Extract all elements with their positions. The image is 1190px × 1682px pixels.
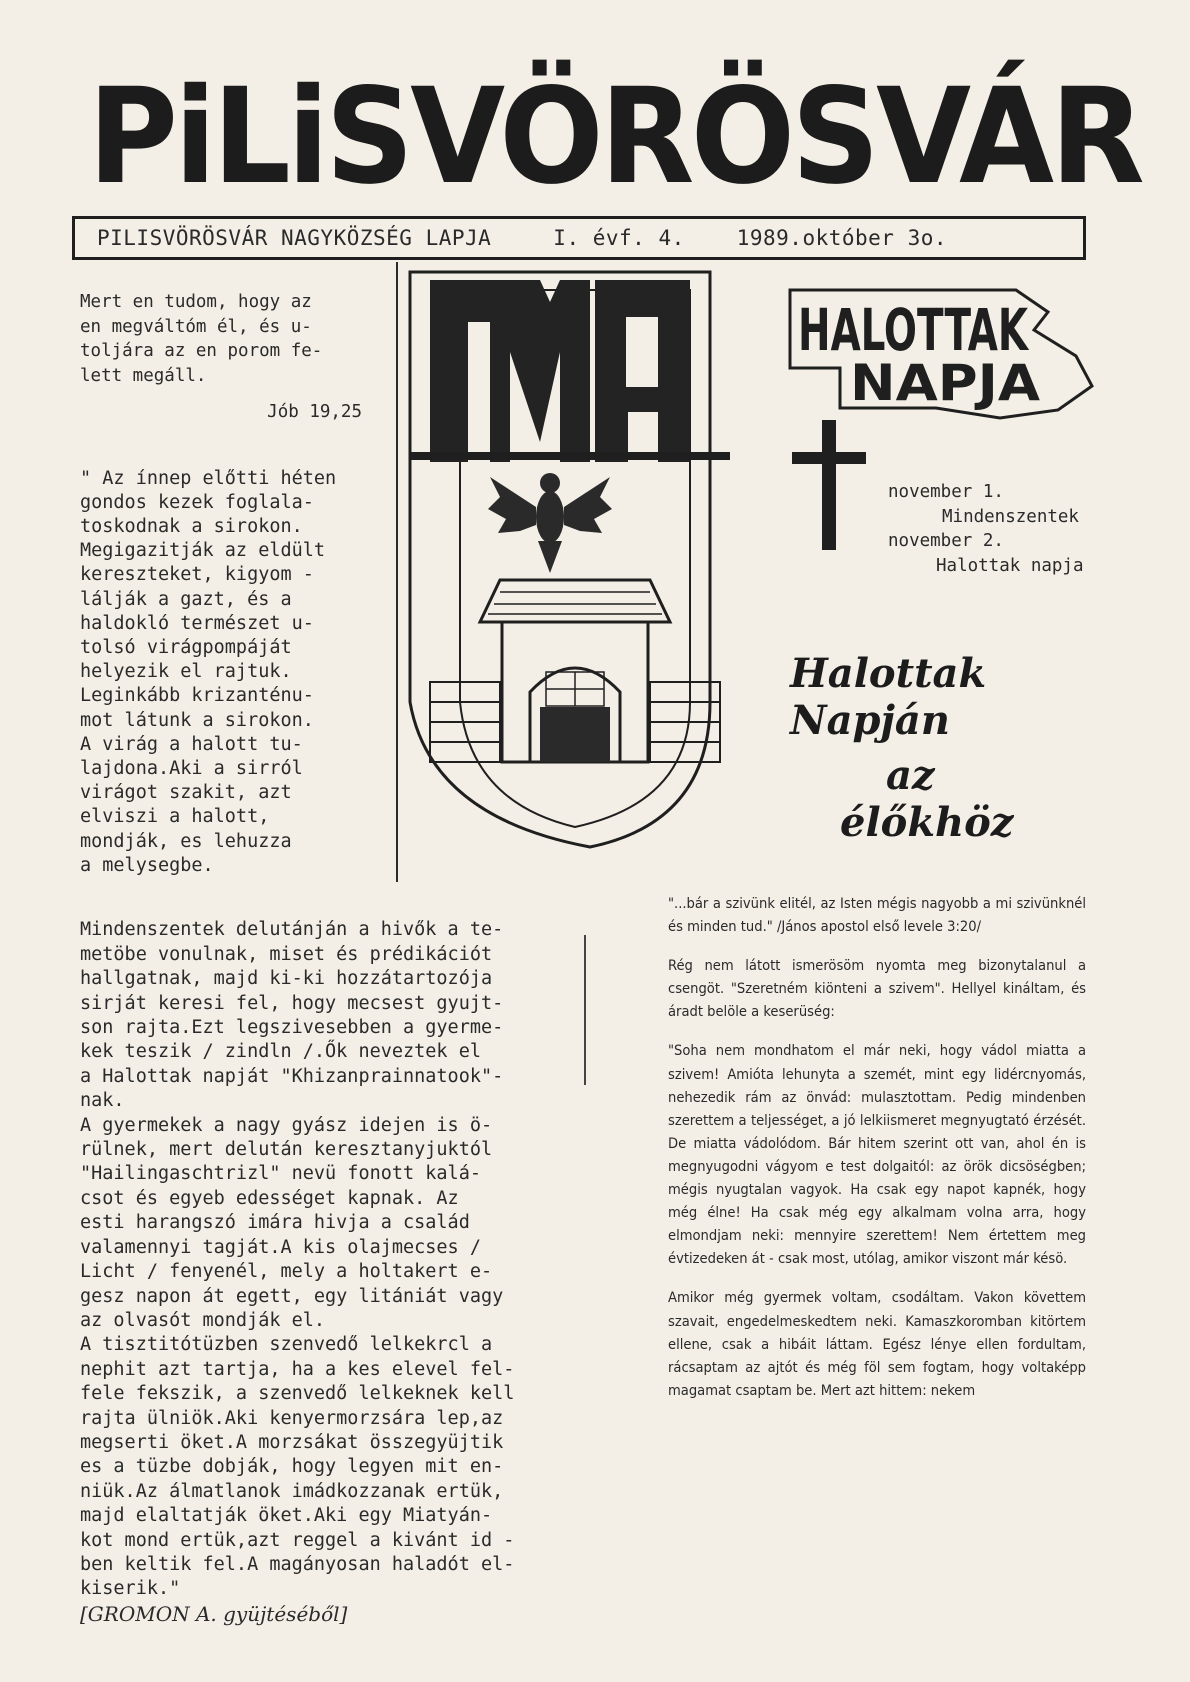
issue-date: 1989.október 3o. [736, 226, 948, 250]
holiday-dates [888, 480, 1128, 578]
header-bar [72, 216, 1086, 260]
left-column [80, 290, 380, 878]
article-body [80, 894, 558, 1628]
handwritten-title [790, 650, 1090, 846]
masthead-title: PiLiSVÖRÖSVÁR [88, 60, 1142, 214]
column-divider-lower [584, 935, 586, 1085]
letter-paragraph: Amikor még gyermek voltam, csodáltam. Vakon követtem szavait, engedelmeskedtem neki. Kamaszkoromban kitörtem ellene, csak a hibáit láttam. Egész lénye ellen fordultam, rácsaptam az ajtót és még föl sem fogtam, hogy voltaképp magamat csaptam be. Mert azt hittem: nekem [668, 1289, 1086, 1399]
handwritten-line-3: élőkhöz [840, 799, 1014, 846]
quote-reference: Jób 19,25 [267, 402, 362, 422]
letter-paragraph: "...bár a szivünk elitél, az Isten mégis nagyobb a mi szivünknél és minden tud." /János apostol első levele 3:20/ [668, 895, 1086, 936]
letter-paragraph: "Soha nem mondhatom el már neki, hogy vádol miatta a szivem! Amióta lehunyta a szemét, mint egy lidércnyomás, nehezedik rám az önvád: mulasztottam. Pedig mindenben szerettem a teljességet, a jó lelkiismeret megnyugtató érzését. De miatta vádolódom. Bár hitem szerint ott van, ahol én is megnyugodni vágyom e test dolgaitól: az örök dicsöségben; mégis nyugtalan vagyok. Ha csak egy napot kapnék, hogy még élne! Ha csak még egy alkalmam volna arra, hogy elmondjam neki: mennyire szerettem! Nem értettem meg évtizedeken át - csak most, utólag, amikor viszont már késö. [668, 1042, 1086, 1268]
letter-paragraph: Rég nem látott ismerösöm nyomta meg bizonytalanul a csengöt. "Szeretném kiönteni a szivem". Hellyel kináltam, és áradt belöle a keserüség: [668, 957, 1086, 1021]
letter-column [668, 892, 1086, 1418]
volume-number: I. évf. 4. [553, 226, 685, 250]
date-line-3: november 2. [888, 531, 1004, 551]
publication-name: PILISVÖRÖSVÁR NAGYKÖZSÉG LAPJA [97, 226, 492, 250]
handwritten-line-1: Halottak Napján [790, 650, 987, 744]
date-line-2: Mindenszentek [942, 506, 1079, 527]
coat-of-arms [390, 262, 790, 862]
article-signature: [GROMON A. gyüjtéséből] [80, 1601, 348, 1626]
heading-line1: HALOTTAK [798, 296, 1030, 364]
article-intro: " Az ínnep előtti héten gondos kezek foglala- toskodnak a sirokon. Megigazitják az eldült kereszteket, kigyom - lálják a gazt, és a haldokló természet u- tolsó virágpompáját helyezik el rajtuk. Leginkább krizanténu- mot látunk a sirokon. A virág a halott tu- lajdona.Aki a sirról virágot szakit, azt elviszi a halott, mondják, es lehuzza a melysegbe. [80, 467, 337, 876]
cross-icon [790, 420, 870, 550]
date-line-4: Halottak napja [936, 555, 1084, 576]
halottak-napja-heading [786, 282, 1106, 442]
heading-line2: NAPJA [850, 354, 1041, 412]
date-line-1: november 1. [888, 482, 1004, 502]
bible-quote: Mert en tudom, hogy az en megváltóm él, és u- toljára az en porom fe- lett megáll. [80, 292, 323, 386]
handwritten-line-2: az [886, 752, 935, 799]
article-body-text: Mindenszentek delutánján a hivők a te- metöbe vonulnak, miset és prédikációt hallgatnak, majd ki-ki hozzátartozója sirját keresi fel, hogy mecsest gyujt- son rajta.Ezt legszivesebben a gyerme- kek teszik / zindln /.Ők neveztek el a Halottak napját "Khizanprainnatook"- nak. A gyermekek a nagy gyász idejen is ö- rülnek, mert delután keresztanyjuktól "Hailingaschtrizl" nevü fonott kalá- csot és egyeb edességet kapnak. Az esti harangszó imára hivja a család valamennyi tagját.A kis olajmecses / Licht / fenyenél, mely a holtakert e- gesz napon át egett, egy litániát vagy az olvasót mondják el. A tisztitótüzben szenvedő lelkekrcl a nephit azt tartja, ha a kes elevel fel- fele fekszik, a szenvedő lelkeknek kell rajta ülniök.Aki kenyermorzsára lep,az megserti öket.A morzsákat összegyüjtik es a tüzbe dobják, hogy legyen mit en- niük.Az álmatlanok imádkozzanak ertük, majd elaltatják öket.Aki egy Miatyán- kot mond ertük,azt reggel a kivánt id - ben keltik fel.A magányosan haladót el- kiserik." [80, 919, 515, 1600]
